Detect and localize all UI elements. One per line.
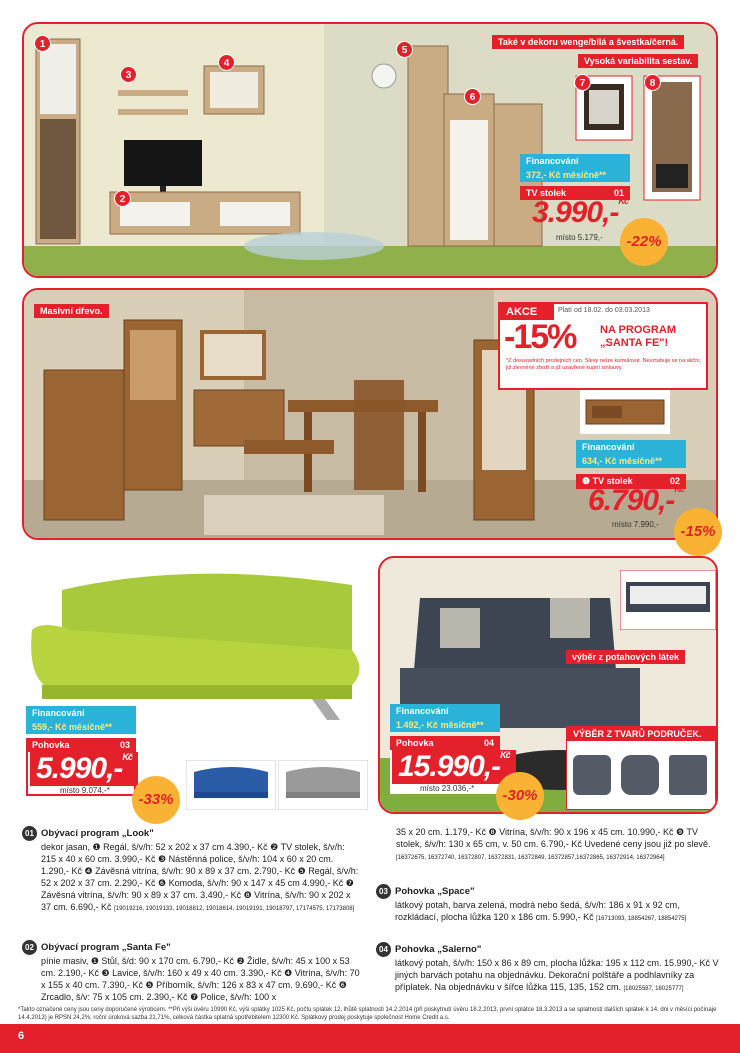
- marker-6: 6: [464, 88, 481, 105]
- tag-fabrics: výběr z potahových látek: [566, 650, 685, 664]
- green-sofa-photo: [22, 560, 372, 730]
- old-price: místo 7.990,-: [612, 520, 659, 529]
- footnote: *Takto označené ceny jsou ceny doporučené výrobcem. **Při výši úvěru 10990 Kč, výši splátky 1025 Kč, počtu splátek 12, lhůtě splatnosti 14.2.2014 (při poskytnutí úvěru 18.2.2013, první splátce 18.3.2013 a se splatností dalších splátek k 14. dni v měsíci počínaje 14.4.2013) je RPSN 24,2%, roční úroková sazba 21,71%, celková částka splatná spotřebitelem 12300 Kč. Splátkový prodej poskytuje společnost Home Credit a.s.: [18, 1007, 717, 1021]
- price-suffix: Kč: [122, 752, 132, 762]
- price-value: 6.790,-: [588, 484, 675, 517]
- marker-5: 5: [396, 41, 413, 58]
- marker-3: 3: [120, 66, 137, 83]
- desc-title: Obývací program „Santa Fe": [41, 942, 171, 953]
- product-code: 04: [483, 738, 494, 748]
- desc-space: [376, 884, 722, 925]
- desc-body: pínie masiv, ❶ Stůl, š/d: 90 x 170 cm. 6.790,- Kč ❷ Židle, š/v/h: 45 x 100 x 53 cm. 2.190,- Kč ❸ Lavice, š/v/h: 160 x 49 x 40 cm. 3.390,- Kč ❹ Vitrína, š/v/h: 70 x 155 x 40 cm. 7.390,- Kč ❺ Příborník, š/v/h: 126 x 83 x 47 cm. 9.690,- Kč ❻ Zrcadlo, š/v: 75 x 105 cm. 2.390,- Kč ❼ Police, š/v/h: 100 x: [41, 956, 360, 1002]
- promo-note: *Z dosavadních prodejních cen. Slevy nelze kumulovat. Nevztahuje se na akční, již zlevněné zboží a již uzavřené kupní smlouvy.: [506, 358, 702, 371]
- tag-variability: Vysoká variabilita sestav.: [578, 54, 698, 68]
- desc-body: látkový potah, š/v/h: 150 x 86 x 89 cm, plocha lůžka: 195 x 112 cm. 15.990,- Kč V jiných barvách potahu na objednávku. Dekorační polštáře a podhlavníky za příplatek. Na objednávku v šířce lůžka 115, 135, 152 cm.: [395, 958, 719, 992]
- marker-4: 4: [218, 54, 235, 71]
- desc-salerno: [376, 942, 722, 995]
- desc-santa-fe-cont: [396, 826, 722, 864]
- financing-label: Financování: [576, 440, 686, 454]
- old-price: místo 23.036,-*: [420, 784, 475, 793]
- old-price: místo 5.179,-: [556, 233, 603, 242]
- tag-decor-variants: Také v dekoru wenge/bílá a švestka/černá.: [492, 35, 684, 49]
- discount-badge: -33%: [132, 776, 180, 824]
- tv-stand-inset: [580, 390, 670, 434]
- financing-monthly: 372,- Kč měsíčně**: [520, 168, 630, 182]
- product-name-box: [390, 736, 500, 750]
- sofa-bed-inset: [620, 570, 716, 630]
- desc-title: Pohovka „Space": [395, 886, 475, 897]
- financing-label: Financování: [520, 154, 630, 168]
- marker-8: 8: [644, 74, 661, 91]
- panel-look: [22, 22, 718, 278]
- desc-body: látkový potah, barva zelená, modrá nebo šedá, š/v/h: 186 x 91 x 92 cm, rozkládací, plocha lůžka 120 x 186 cm. 5.990,- Kč: [395, 900, 680, 922]
- blue-sofa-variant: [186, 760, 276, 810]
- desc-codes: [16372675, 16372740, 16372807, 16372831, 16372849, 16372857,16372865, 16372914, 16372964]: [396, 855, 665, 861]
- product-name: Pohovka: [396, 738, 434, 748]
- desc-number: 04: [376, 942, 391, 957]
- financing-monthly: 1.492,- Kč měsíčně**: [390, 718, 500, 732]
- grey-sofa-variant: [278, 760, 368, 810]
- product-name-box: [26, 738, 136, 752]
- page-number: 6: [18, 1030, 25, 1042]
- price-suffix: Kč: [674, 484, 684, 494]
- desc-body: dekor jasan, ❶ Regál, š/v/h: 52 x 202 x 37 cm 4.390,- Kč ❷ TV stolek, š/v/h: 215 x 40 x 60 cm. 3.990,- Kč ❸ Nástěnná police, š/v/h: 104 x 60 x 20 cm. 1.290,- Kč ❹ Závěsná vitrína, š/v/h: 90 x 89 x 37 cm. 2.790,- Kč ❺ Regál, š/v/h: 52 x 202 x 37 cm. 2.290,- Kč ❻ Komoda, š/v/h: 90 x 147 x 45 cm 4.990,- Kč ❼ Závěsná vitrína, š/v/h: 90 x 89 x 37 cm. 3.490,- Kč ❽ Vitrína, š/v/h: 90 x 202 x 37 cm. 6.690,- Kč: [41, 842, 359, 912]
- product-code: 03: [119, 740, 130, 750]
- marker-7: 7: [574, 74, 591, 91]
- discount-badge: -30%: [496, 772, 544, 820]
- price-suffix: Kč: [500, 750, 510, 760]
- promo-percent: -15%: [504, 318, 576, 356]
- financing-monthly: 634,- Kč měsíčně**: [576, 454, 686, 468]
- armrest-box: [566, 726, 716, 810]
- desc-title: Pohovka „Salerno": [395, 944, 482, 955]
- product-name: TV stolek: [526, 188, 567, 198]
- discount-badge: -15%: [674, 508, 722, 556]
- product-name: Pohovka: [32, 740, 70, 750]
- financing-label: Financování: [390, 704, 500, 718]
- desc-number: 02: [22, 940, 37, 955]
- marker-1: 1: [34, 35, 51, 52]
- product-code: 02: [669, 476, 680, 486]
- desc-number: 01: [22, 826, 37, 841]
- desc-codes: [19019216, 19019133, 19018812, 19018614, 19019191, 19018797, 17174575, 17173808]: [114, 906, 355, 912]
- financing-monthly: 559,- Kč měsíčně**: [26, 720, 136, 734]
- price-suffix: Kč: [618, 196, 628, 206]
- price: [532, 196, 628, 230]
- price-value: 15.990,-: [398, 750, 501, 783]
- product-name: ❶ TV stolek: [582, 476, 633, 486]
- old-price: místo 9.074,-*: [60, 786, 110, 795]
- product-code: 01: [613, 188, 624, 198]
- desc-title: Obývací program „Look": [41, 828, 154, 839]
- desc-look: [22, 826, 362, 915]
- page-footer-bar: [0, 1024, 740, 1053]
- tag-armrest: VÝBĚR Z TVARŮ PODRUČEK.: [567, 727, 715, 741]
- promo-validity: Platí od 18.02. do 03.03.2013: [558, 307, 650, 314]
- desc-body-cont: 35 x 20 cm. 1.179,- Kč ❽ Vitrína, š/v/h: 90 x 196 x 45 cm. 10.990,- Kč ❾ TV stolek, š/v/h: 130 x 65 cm, v. 50 cm. 6.790,- Kč Uvedené ceny jsou již po slevě.: [396, 827, 711, 849]
- promo-program: NA PROGRAM „SANTA FE"!: [600, 324, 676, 349]
- price: [392, 750, 516, 784]
- price: [30, 752, 138, 786]
- price-value: 5.990,-: [36, 752, 123, 785]
- marker-2: 2: [114, 190, 131, 207]
- desc-santa-fe: [22, 940, 362, 1003]
- price-value: 3.990,-: [532, 196, 619, 229]
- financing-label: Financování: [26, 706, 136, 720]
- armrest-shapes: [567, 745, 715, 805]
- promo-akce: AKCE: [500, 304, 554, 320]
- price: [588, 484, 684, 518]
- discount-badge: -22%: [620, 218, 668, 266]
- desc-codes: [18025587, 18025777]: [623, 986, 684, 992]
- tag-solid-wood: Masivní dřevo.: [34, 304, 109, 318]
- desc-number: 03: [376, 884, 391, 899]
- desc-codes: [16713093, 18854267, 18854275]: [596, 916, 687, 922]
- promo-box: [498, 302, 708, 390]
